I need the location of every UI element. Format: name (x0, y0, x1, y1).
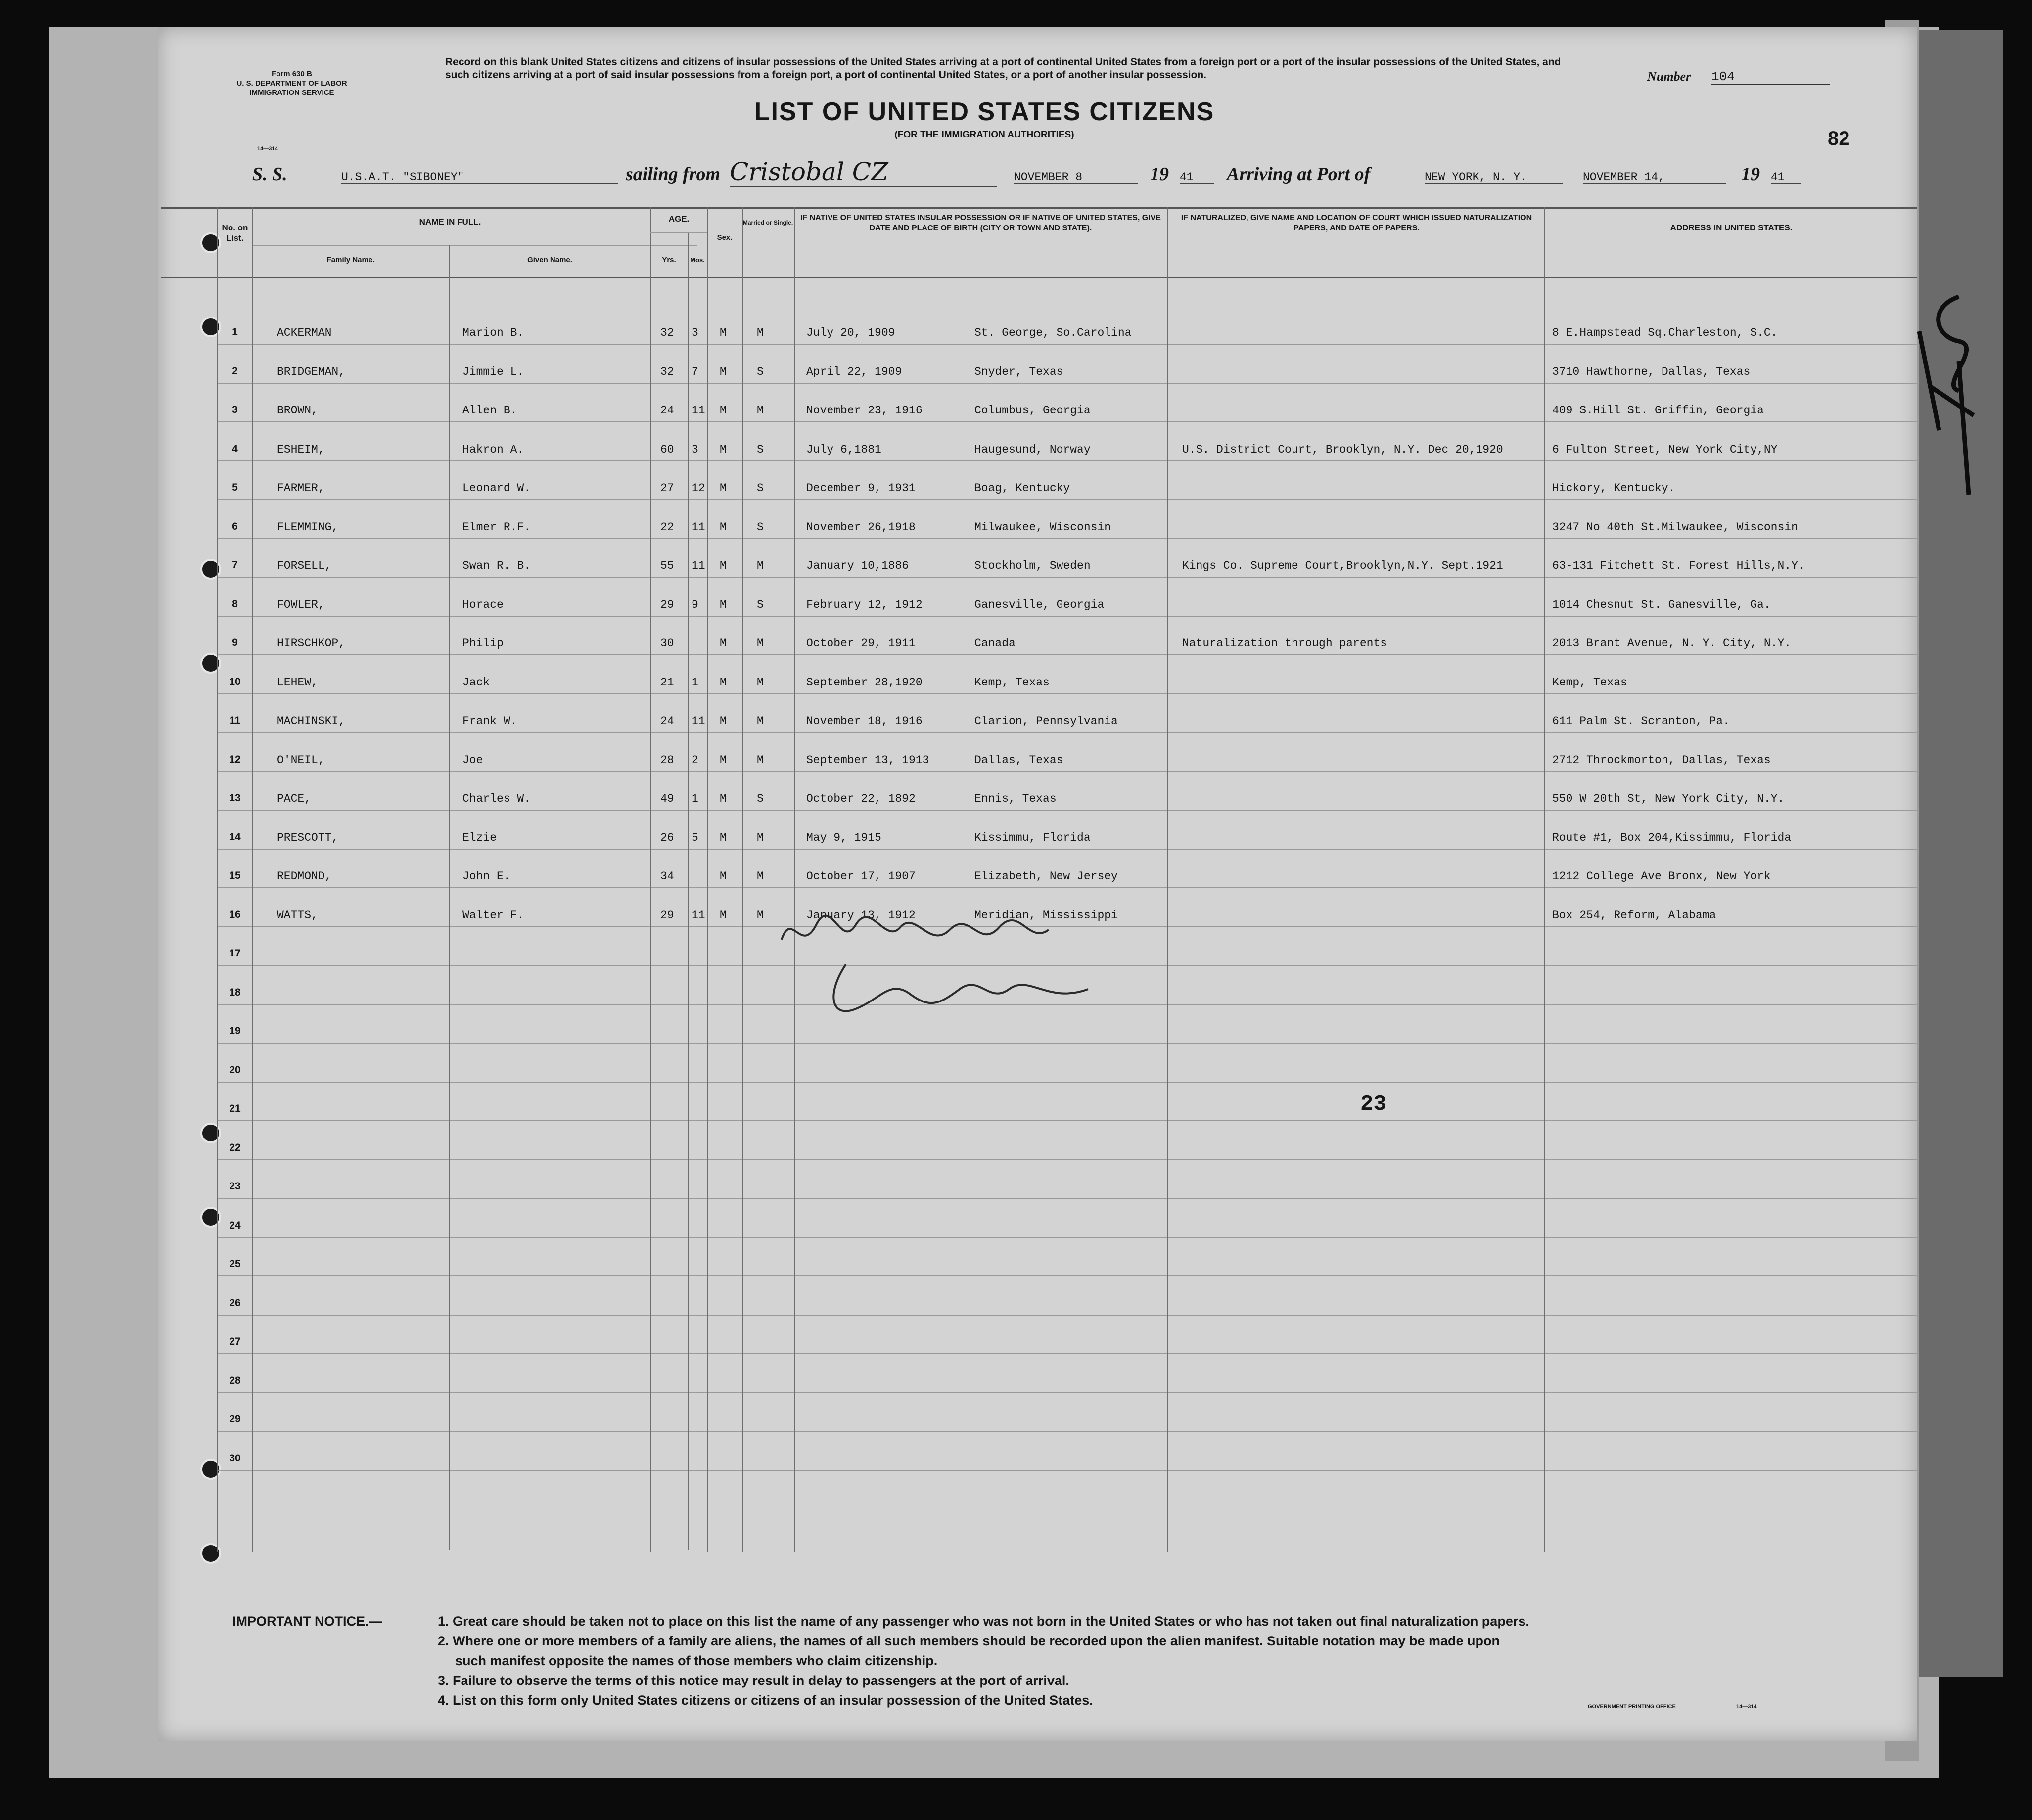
cell-sex: M (720, 831, 727, 844)
form-identifier (193, 69, 391, 97)
cell-mos: 3 (692, 326, 698, 339)
column-rule (742, 207, 743, 1552)
table-top-rule (161, 207, 1917, 209)
row-number: 22 (229, 1141, 241, 1153)
cell-yrs: 29 (660, 909, 674, 922)
column-rule (449, 245, 450, 1550)
row-rule (218, 1198, 1917, 1199)
cell-yrs: 34 (660, 870, 674, 883)
binder-hole-icon (200, 653, 221, 674)
cell-ms: M (757, 676, 764, 689)
cell-addr: 2712 Throckmorton, Dallas, Texas (1552, 753, 1771, 767)
cell-family: PRESCOTT, (277, 831, 339, 844)
cell-mos: 11 (692, 404, 705, 417)
cell-ms: M (757, 559, 764, 572)
cell-family: LEHEW, (277, 676, 318, 689)
cell-ms: M (757, 404, 764, 417)
cell-yrs: 24 (660, 715, 674, 728)
cell-yrs: 49 (660, 792, 674, 805)
side-handwritten-mark (1899, 287, 1984, 504)
row-number: 24 (229, 1219, 241, 1231)
row-number: 8 (232, 598, 238, 610)
cell-given: Joe (462, 753, 483, 767)
header-sex: Sex. (717, 233, 733, 242)
cell-bdate: April 22, 1909 (806, 365, 902, 378)
row-rule (218, 849, 1917, 850)
cell-yrs: 60 (660, 443, 674, 456)
row-number: 5 (232, 482, 238, 493)
arrival-date: NOVEMBER 14, (1583, 171, 1726, 184)
header-age: AGE. (668, 214, 690, 224)
cell-mos: 9 (692, 598, 698, 611)
row-number: 12 (229, 753, 241, 765)
cell-sex: M (720, 443, 727, 456)
row-rule (218, 383, 1917, 384)
cell-yrs: 55 (660, 559, 674, 572)
cell-mos: 11 (692, 909, 705, 922)
row-number: 14 (229, 831, 241, 843)
year-prefix: 19 (1741, 164, 1760, 184)
cell-given: Elmer R.F. (462, 520, 531, 534)
cell-yrs: 32 (660, 326, 674, 339)
cell-mos: 1 (692, 676, 698, 689)
column-rule (252, 207, 253, 1552)
cell-bplace: Meridian, Mississippi (974, 909, 1118, 922)
row-rule (218, 1392, 1917, 1393)
row-number: 4 (232, 443, 238, 455)
manifest-page (158, 27, 1917, 1741)
gpo-code: 14—314 (1736, 1704, 1757, 1710)
binder-hole-icon (200, 1543, 221, 1564)
row-number: 1 (232, 326, 238, 338)
cell-given: John E. (462, 870, 510, 883)
page-number: 82 (1828, 128, 1850, 149)
header-years: Yrs. (662, 256, 676, 264)
sailing-label: sailing from (626, 164, 721, 184)
cell-given: Jimmie L. (462, 365, 524, 378)
cell-bplace: Kissimmu, Florida (974, 831, 1091, 844)
cell-addr: 1212 College Ave Bronx, New York (1552, 870, 1771, 883)
cell-family: FOWLER, (277, 598, 325, 611)
row-rule (218, 1159, 1917, 1160)
column-rule (650, 207, 651, 1552)
cell-bplace: Stockholm, Sweden (974, 559, 1091, 572)
cell-bdate: October 17, 1907 (806, 870, 916, 883)
row-number: 13 (229, 792, 241, 804)
cell-mos: 11 (692, 559, 705, 572)
row-number: 15 (229, 870, 241, 881)
cell-mos: 11 (692, 520, 705, 534)
row-number: 29 (229, 1413, 241, 1425)
cell-ms: S (757, 482, 764, 495)
cell-sex: M (720, 870, 727, 883)
cell-bplace: Elizabeth, New Jersey (974, 870, 1118, 883)
cell-bdate: November 26,1918 (806, 520, 916, 534)
cell-family: FARMER, (277, 482, 325, 495)
row-rule (218, 577, 1917, 578)
row-rule (218, 1237, 1917, 1238)
cell-addr: 409 S.Hill St. Griffin, Georgia (1552, 404, 1764, 417)
notice-item-4: 4. List on this form only United States citizens or citizens of an insular possession of the United States. (438, 1693, 1093, 1708)
cell-addr: 3710 Hawthorne, Dallas, Texas (1552, 365, 1751, 378)
cell-ms: M (757, 831, 764, 844)
cell-ms: S (757, 598, 764, 611)
cell-ms: M (757, 753, 764, 767)
notice-item-1: 1. Great care should be taken not to place on this list the name of any passenger who was not born in the United States or who has not taken out final naturalization papers. (438, 1614, 1529, 1629)
row-number: 21 (229, 1103, 241, 1114)
cell-ms: M (757, 326, 764, 339)
row-rule (218, 1353, 1917, 1354)
row-number: 18 (229, 986, 241, 998)
cell-bdate: November 23, 1916 (806, 404, 923, 417)
cell-mos: 5 (692, 831, 698, 844)
notice-item-3: 3. Failure to observe the terms of this notice may result in delay to passengers at the port of arrival. (438, 1673, 1069, 1688)
cell-bdate: September 13, 1913 (806, 753, 929, 767)
cell-given: Frank W. (462, 715, 517, 728)
row-rule (218, 499, 1917, 500)
cell-given: Marion B. (462, 326, 524, 339)
cell-ms: S (757, 520, 764, 534)
row-rule (218, 344, 1917, 345)
cell-given: Charles W. (462, 792, 531, 805)
cell-sex: M (720, 909, 727, 922)
cell-bplace: Milwaukee, Wisconsin (974, 520, 1111, 534)
cell-bdate: January 13, 1912 (806, 909, 916, 922)
cell-yrs: 28 (660, 753, 674, 767)
form-preamble: Record on this blank United States citizens and citizens of insular possessions of the United States arriving at a port of continental United States from a foreign port or a port of the insular possessions of the United States, and such citizens arriving at a port of said insular possessions from a foreign port, a port of continental United States, or a port of another insular possession. (445, 56, 1561, 81)
cell-family: WATTS, (277, 909, 318, 922)
header-bottom-rule (161, 277, 1917, 278)
cell-bplace: Boag, Kentucky (974, 482, 1070, 495)
binder-hole-icon (200, 1123, 221, 1143)
department-name: U. S. DEPARTMENT OF LABOR (236, 79, 347, 88)
column-rule (1544, 207, 1545, 1552)
sailing-year: 41 (1180, 171, 1214, 184)
cell-addr: Kemp, Texas (1552, 676, 1627, 689)
cell-addr: 63-131 Fitchett St. Forest Hills,N.Y. (1552, 559, 1805, 572)
row-rule (218, 732, 1917, 733)
cell-bdate: July 20, 1909 (806, 326, 895, 339)
cell-family: BROWN, (277, 404, 318, 417)
cell-given: Elzie (462, 831, 497, 844)
binder-tab (1919, 30, 2003, 1677)
inspector-signature (772, 905, 1148, 1024)
row-number: 3 (232, 404, 238, 415)
page-stamp: 23 (1360, 1092, 1386, 1117)
cell-sex: M (720, 404, 727, 417)
cell-bdate: October 22, 1892 (806, 792, 916, 805)
header-birth: IF NATIVE OF UNITED STATES INSULAR POSSESSION OR IF NATIVE OF UNITED STATES, GIVE DATE AND PLACE OF BIRTH (CITY OR TOWN AND STATE). (800, 214, 1161, 232)
age-header-rule (650, 232, 707, 233)
cell-given: Jack (462, 676, 490, 689)
cell-sex: M (720, 753, 727, 767)
cell-sex: M (720, 520, 727, 534)
header-name-in-full: NAME IN FULL. (419, 217, 481, 227)
cell-ms: M (757, 909, 764, 922)
column-rule (688, 232, 689, 1550)
cell-bplace: Ganesville, Georgia (974, 598, 1105, 611)
cell-family: ESHEIM, (277, 443, 325, 456)
row-rule (218, 1082, 1917, 1083)
header-address: ADDRESS IN UNITED STATES. (1670, 223, 1793, 232)
cell-family: PACE, (277, 792, 312, 805)
cell-addr: 2013 Brant Avenue, N. Y. City, N.Y. (1552, 637, 1792, 650)
row-number: 17 (229, 948, 241, 959)
cell-sex: M (720, 365, 727, 378)
cell-bdate: July 6,1881 (806, 443, 881, 456)
notice-item-2: 2. Where one or more members of a family are aliens, the names of all such members should be recorded upon the alien manifest. Suitable notation may be made upon (438, 1634, 1500, 1648)
row-rule (218, 771, 1917, 772)
cell-bplace: Kemp, Texas (974, 676, 1050, 689)
cell-addr: 611 Palm St. Scranton, Pa. (1552, 715, 1730, 728)
cell-given: Allen B. (462, 404, 517, 417)
cell-given: Hakron A. (462, 443, 524, 456)
ss-label: S. S. (252, 164, 287, 184)
form-code: 14—314 (257, 146, 278, 152)
cell-ms: S (757, 365, 764, 378)
cell-sex: M (720, 326, 727, 339)
cell-bdate: October 29, 1911 (806, 637, 916, 650)
cell-addr: 6 Fulton Street, New York City,NY (1552, 443, 1778, 456)
cell-bplace: Snyder, Texas (974, 365, 1063, 378)
header-no-on-list: No. on List. (222, 223, 248, 243)
row-number: 27 (229, 1336, 241, 1347)
cell-nat: Naturalization through parents (1182, 637, 1387, 650)
cell-addr: Route #1, Box 204,Kissimmu, Florida (1552, 831, 1792, 844)
cell-yrs: 21 (660, 676, 674, 689)
row-rule (218, 810, 1917, 811)
cell-given: Walter F. (462, 909, 524, 922)
row-rule (218, 616, 1917, 617)
cell-given: Swan R. B. (462, 559, 531, 572)
row-number: 25 (229, 1258, 241, 1270)
cell-family: MACHINSKI, (277, 715, 346, 728)
cell-yrs: 22 (660, 520, 674, 534)
header-married-single: Married or Single. (742, 219, 793, 226)
row-rule (218, 1470, 1917, 1471)
cell-bdate: September 28,1920 (806, 676, 923, 689)
row-rule (218, 1431, 1917, 1432)
cell-family: O'NEIL, (277, 753, 325, 767)
header-family-name: Family Name. (326, 256, 375, 264)
row-number: 23 (229, 1181, 241, 1192)
row-number: 16 (229, 909, 241, 920)
cell-sex: M (720, 637, 727, 650)
cell-mos: 2 (692, 753, 698, 767)
row-number: 2 (232, 365, 238, 377)
cell-bplace: Columbus, Georgia (974, 404, 1091, 417)
service-name: IMMIGRATION SERVICE (249, 89, 334, 97)
column-rule (707, 207, 708, 1552)
cell-family: BRIDGEMAN, (277, 365, 346, 378)
arrival-year: 41 (1771, 171, 1801, 184)
cell-bdate: December 9, 1931 (806, 482, 916, 495)
cell-family: REDMOND, (277, 870, 332, 883)
cell-addr: 1014 Chesnut St. Ganesville, Ga. (1552, 598, 1771, 611)
ship-name: U.S.A.T. "SIBONEY" (341, 171, 618, 184)
cell-yrs: 29 (660, 598, 674, 611)
cell-ms: S (757, 792, 764, 805)
row-rule (218, 887, 1917, 888)
row-rule (218, 421, 1917, 422)
arriving-label: Arriving at Port of (1227, 164, 1371, 184)
cell-bdate: May 9, 1915 (806, 831, 881, 844)
row-number: 7 (232, 559, 238, 571)
row-number: 28 (229, 1374, 241, 1386)
row-rule (218, 1120, 1917, 1121)
cell-bplace: Clarion, Pennsylvania (974, 715, 1118, 728)
sailing-date: NOVEMBER 8 (1014, 171, 1138, 184)
notice-heading: IMPORTANT NOTICE.— (232, 1614, 382, 1629)
row-number: 9 (232, 637, 238, 648)
cell-mos: 11 (692, 715, 705, 728)
cell-mos: 3 (692, 443, 698, 456)
cell-sex: M (720, 482, 727, 495)
cell-given: Philip (462, 637, 504, 650)
cell-bplace: Dallas, Texas (974, 753, 1063, 767)
row-number: 10 (229, 676, 241, 687)
cell-yrs: 32 (660, 365, 674, 378)
row-rule (218, 1043, 1917, 1044)
notice-item-2-cont: such manifest opposite the names of those members who claim citizenship. (455, 1653, 938, 1668)
cell-bdate: February 12, 1912 (806, 598, 923, 611)
column-rule (794, 207, 795, 1552)
cell-sex: M (720, 559, 727, 572)
cell-family: HIRSCHKOP, (277, 637, 346, 650)
cell-nat: U.S. District Court, Brooklyn, N.Y. Dec 20,1920 (1182, 443, 1503, 456)
cell-nat: Kings Co. Supreme Court,Brooklyn,N.Y. Sept.1921 (1182, 559, 1503, 572)
cell-ms: M (757, 715, 764, 728)
page-title: LIST OF UNITED STATES CITIZENS (754, 97, 1215, 126)
cell-addr: Hickory, Kentucky. (1552, 482, 1675, 495)
header-given-name: Given Name. (527, 256, 572, 264)
cell-bplace: Ennis, Texas (974, 792, 1057, 805)
number-value: 104 (1711, 69, 1830, 85)
row-rule (218, 1315, 1917, 1316)
cell-bplace: Haugesund, Norway (974, 443, 1091, 456)
page-subtitle: (FOR THE IMMIGRATION AUTHORITIES) (894, 130, 1074, 140)
gpo-label: GOVERNMENT PRINTING OFFICE (1588, 1704, 1676, 1710)
cell-addr: Box 254, Reform, Alabama (1552, 909, 1716, 922)
row-rule (218, 1275, 1917, 1276)
cell-given: Leonard W. (462, 482, 531, 495)
row-number: 30 (229, 1452, 241, 1464)
cell-family: FORSELL, (277, 559, 332, 572)
cell-yrs: 26 (660, 831, 674, 844)
cell-family: FLEMMING, (277, 520, 339, 534)
cell-given: Horace (462, 598, 504, 611)
row-number: 11 (229, 715, 241, 726)
header-naturalized: IF NATURALIZED, GIVE NAME AND LOCATION OF COURT WHICH ISSUED NATURALIZATION PAPERS, AND DATE OF PAPERS. (1181, 214, 1532, 232)
cell-addr: 3247 No 40th St.Milwaukee, Wisconsin (1552, 520, 1798, 534)
cell-sex: M (720, 715, 727, 728)
row-number: 20 (229, 1064, 241, 1076)
cell-bdate: January 10,1886 (806, 559, 909, 572)
cell-bplace: St. George, So.Carolina (974, 326, 1132, 339)
row-number: 6 (232, 520, 238, 532)
cell-mos: 1 (692, 792, 698, 805)
cell-addr: 8 E.Hampstead Sq.Charleston, S.C. (1552, 326, 1778, 339)
cell-addr: 550 W 20th St, New York City, N.Y. (1552, 792, 1785, 805)
cell-family: ACKERMAN (277, 326, 332, 339)
cell-yrs: 24 (660, 404, 674, 417)
cell-ms: M (757, 637, 764, 650)
row-rule (218, 538, 1917, 539)
cell-ms: S (757, 443, 764, 456)
row-rule (218, 693, 1917, 694)
number-label: Number (1647, 69, 1691, 84)
cell-yrs: 30 (660, 637, 674, 650)
name-header-rule (252, 245, 697, 246)
arrival-port: NEW YORK, N. Y. (1425, 171, 1563, 184)
cell-yrs: 27 (660, 482, 674, 495)
row-rule (218, 654, 1917, 655)
form-number: Form 630 B (272, 70, 312, 78)
header-months: Mos. (690, 256, 705, 264)
sailing-from: Cristobal CZ (730, 157, 997, 187)
row-number: 19 (229, 1025, 241, 1037)
cell-bdate: November 18, 1916 (806, 715, 923, 728)
cell-sex: M (720, 792, 727, 805)
cell-bplace: Canada (974, 637, 1016, 650)
cell-mos: 7 (692, 365, 698, 378)
cell-ms: M (757, 870, 764, 883)
year-prefix: 19 (1150, 164, 1169, 184)
column-rule (1167, 207, 1168, 1552)
cell-sex: M (720, 676, 727, 689)
row-number: 26 (229, 1297, 241, 1309)
cell-mos: 12 (692, 482, 705, 495)
row-rule (218, 460, 1917, 461)
cell-sex: M (720, 598, 727, 611)
